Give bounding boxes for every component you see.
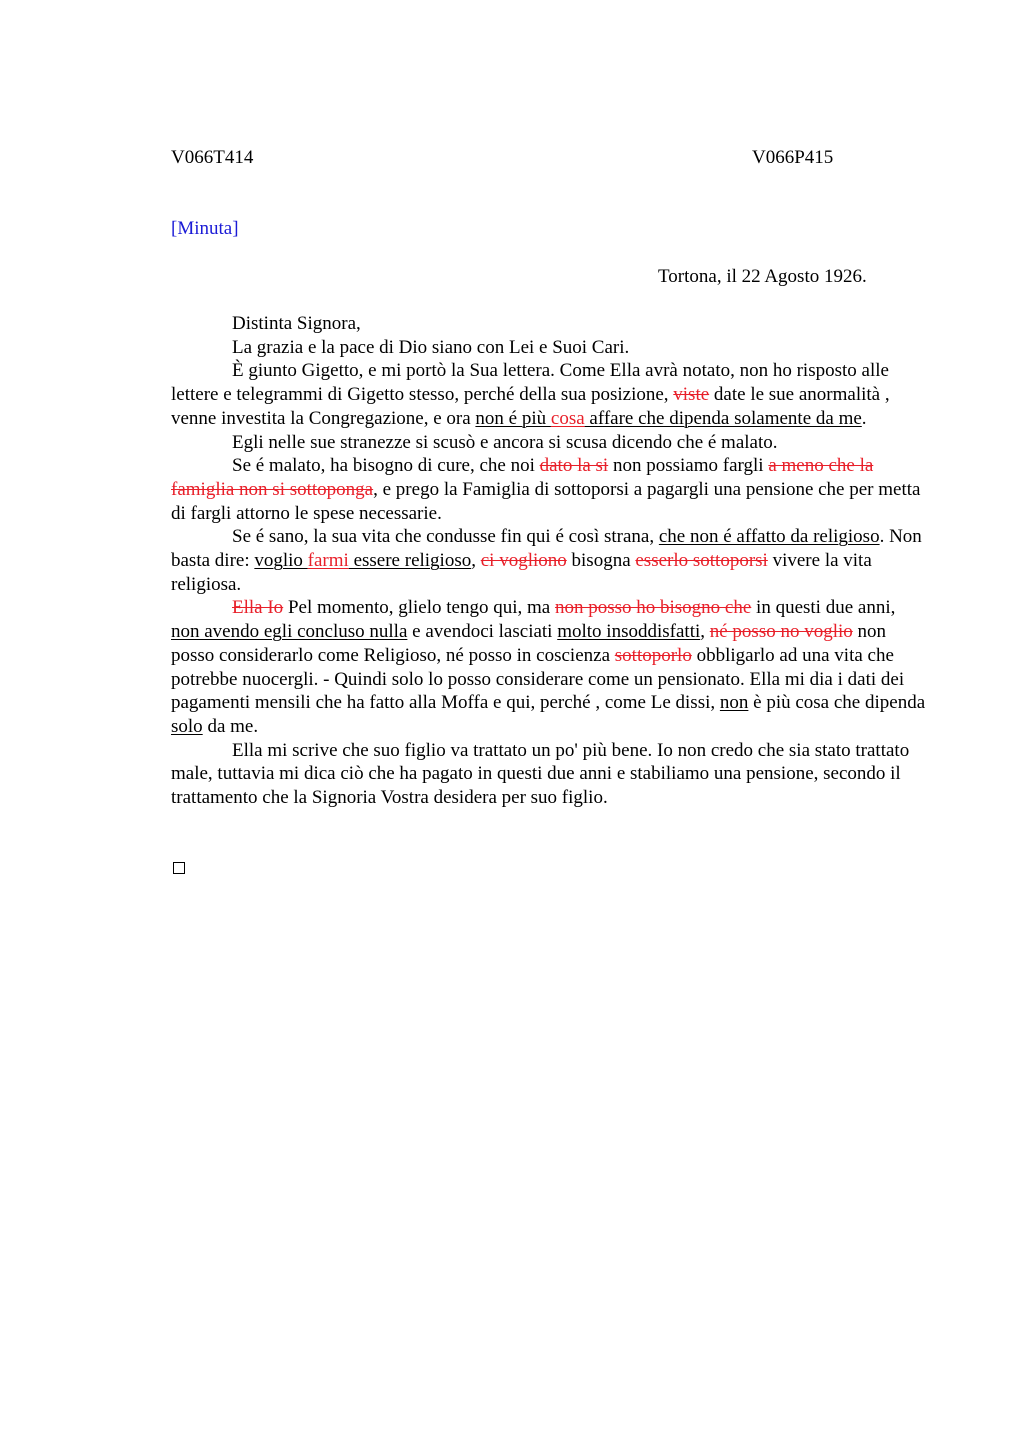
text-segment: , [471,550,481,572]
letter-body [171,312,927,810]
text-segment: Se é sano, la sua vita che condusse fin qui é così strana, [232,526,659,548]
letter-paragraph [171,454,927,525]
text-segment: è più cosa che dipenda [748,692,926,714]
letter-paragraph [171,596,927,738]
deleted-text: ci vogliono [480,550,567,572]
text-segment: in questi due anni, [751,597,896,619]
text-segment: e avendoci lasciati [407,621,558,643]
text-segment: Ella mi scrive che suo figlio va trattato un po' più bene. Io non credo che sia stato trattato male, tuttavia mi dica ciò che ha pagato in questi due anni e stabiliamo una pensione, secondo il trattamento che la Signoria Vostra desidera per suo figlio. [171,739,910,809]
text-segment: da me. [202,715,259,737]
underlined-text: voglio [254,550,308,572]
deleted-text: farmi [307,550,349,572]
deleted-text: esserlo sottoporsi [635,550,768,572]
letter-paragraph [171,336,927,360]
text-segment: Egli nelle sue stranezze si scusò e ancora si scusa dicendo che é malato. [232,431,778,453]
text-segment: . Non basta dire: [171,526,922,572]
deleted-text: non posso ho bisogno che [554,597,752,619]
deleted-text: cosa [550,407,585,429]
text-segment: non possiamo fargli [608,455,769,477]
letter-paragraph [171,312,927,336]
deleted-text: Ella Io [232,597,284,619]
letter-paragraph [171,739,927,810]
letter-paragraph [171,431,927,455]
text-segment: È giunto Gigetto, e mi portò la Sua lettera. Come Ella avrà notato, non ho risposto alle lettere e telegrammi di Gigetto stesso, perché della sua posizione, [171,360,889,406]
text-segment: La grazia e la pace di Dio siano con Lei e Suoi Cari. [232,336,630,358]
underlined-text: solo [171,715,203,737]
text-segment: date le sue anormalità , venne investita la Congregazione, e ora [171,384,890,429]
document-code-right: V066P415 [752,147,834,168]
underlined-text: essere religioso [348,550,472,572]
underlined-text: affare che dipenda solamente da me [584,407,862,429]
date-line: Tortona, il 22 Agosto 1926. [658,266,867,287]
underlined-text: non [719,692,749,714]
draft-label: [Minuta] [171,218,239,239]
text-segment: vivere la vita religiosa. [171,550,872,595]
deleted-text: sottoporlo [614,644,692,666]
deleted-text: viste [673,384,710,406]
underlined-text: non avendo egli concluso nulla [171,621,408,643]
text-segment: bisogna [566,550,636,572]
document-code-left: V066T414 [171,147,254,168]
text-segment: non posso considerarlo come Religioso, né posso in coscienza [171,621,887,666]
underlined-text: molto insoddisfatti [557,621,701,643]
deleted-text: né posso no voglio [709,621,853,643]
letter-paragraph [171,359,927,430]
text-segment: Distinta Signora, [232,313,361,334]
text-segment: . [861,407,867,429]
text-segment: obbligarlo ad una vita che potrebbe nuocergli. - Quindi solo lo posso considerare come un pensionato. Ella mi dia i dati dei pagamenti mensili che ha fatto alla Moffa e qui, perché , come Le dissi, [171,644,905,714]
empty-square-icon [173,862,185,874]
underlined-text: non é più [475,407,551,429]
text-segment: Se é malato, ha bisogno di cure, che noi [232,455,540,477]
deleted-text: dato la si [539,455,609,477]
text-segment: , e prego la Famiglia di sottoporsi a pagargli una pensione che per metta di fargli attorno le spese necessarie. [171,478,921,524]
text-segment: Pel momento, glielo tengo qui, ma [283,597,555,619]
text-segment: , [700,621,710,643]
underlined-text: che non é affatto da religioso [658,526,880,548]
letter-paragraph [171,525,927,596]
deleted-text: a meno che la famiglia non si sottoponga [171,455,874,500]
